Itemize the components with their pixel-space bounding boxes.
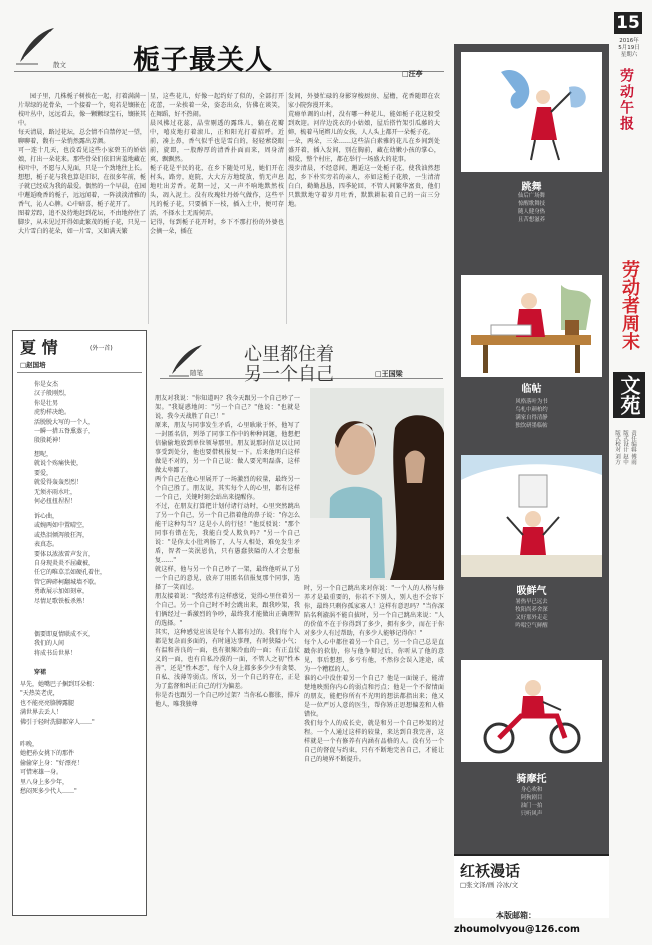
panel-title-motorcycle: 骑摩托 bbox=[516, 774, 547, 785]
article1-col3: 发间，外婆忙碌的身影穿梭厨房、屋檐，花香随即在农家小院弥漫开来。 荒瘠单调的山村，没有哪一种花儿，能如栀子花这般受到欢迎。河岸边洗衣的小姑娘，屋后搭竹架引瓜藤的大婶，梳着马尾辫儿的女孩，人人头上都开一朵栀子花。 一朵，两朵，三朵……这些洁白素雅的花儿在乡间到处盛开着，插入发间，别在胸前，藏在幼嫩小孩的掌心，相爱，整个村庄，都在举行一场盛大的花事。 漫步清晨，不经意间，邂逅这一处栀子花，使我油然想起，乡下朴实旁若的亲人，亦如这栀子花般，一生清清白白，勤勤恳恳，四季轮回，不管人间繁华富贵，他们只默默地守着岁月吐香，默默耕耘着自己的一亩三分地。 bbox=[288, 93, 440, 208]
article1-author: □汪亭 bbox=[402, 70, 423, 78]
article2-title-line1: 心里都住着 bbox=[244, 344, 334, 365]
email-label: 本版邮箱： bbox=[496, 911, 536, 920]
page-number: 15 bbox=[614, 12, 642, 34]
article2-col1: 朋友对我说："你知道吗？我今天跟另一个自己吵了一架。"我疑惑地问："另一个自己？"他说："也就是说，我今天战胜了自己！" 原来，朋友与同事发生矛盾，心里耿耿于怀，他写了一封匿名信，列举了同事工作中的种种问题，他想把信偷偷地放到单位领导那里。朋友说那封信足以让同事受到处分，他也要借机报复一下。后来他明白这样做是不对的，另一个自己说：做人要光明磊落，这样做太卑鄙了。 两个自己在他心里展开了一场激烈的较量，最终另一个自己胜了。朋友说，其实每个人的心里，都有这样一个自己，关键时刻会站出来提醒你。 不过，在朋友打算把计划付诸行动时，心里突然跳出了另一个自己，另一个自己指着他的鼻子说："你怎么能干这种勾当？这是小人的行径！"他反驳说："那个同事有错在先，我能白受人欺负吗？"另一个自己说："是你太小肚鸡肠了，人与人相处，难免发生矛盾，智者一笑泯恩仇，只有愚蠢狭隘的人才会想报复……" 就这样，他与另一个自己吵了一架，最终他听从了另一个自己的意见，放弃了用匿名信报复那个同事，选择了一笑而过。 朋友接着说："我经常有这样感觉，觉得心里住着另一个自己。另一个自己时不时会跳出来，跟我吵架，我们俩经过一番激烈的争吵，最终我才能做出正确理智的选择。" 其实，这种感觉应该是每个人都有过的。我们每个人都是复杂而多面的，有时通达事理，有时狭隘小气；有温和善良的一面，也有狠辣冷血的一面；有正直仗义的一面，也有自私冷漠的一面，不管人之初"性本善"，还是"性本恶"，每个人身上都多多少少有贪婪、自私、浅薄等弱点。所以，另一个自己的存在，正是为了监督和纠正自己的行为偏差。 你是否也跟另一个自己吵过架？当你私心膨胀，排斥他人，唯我独尊 bbox=[155, 395, 300, 708]
panel-poem-dance: 仙后广场舞 惊醒歌舞技 随人健身热 且苦想滋养 bbox=[518, 193, 545, 223]
panel-title-fresh-air: 吸鲜气 bbox=[516, 586, 547, 597]
article1-title: 栀子最关人 bbox=[133, 45, 273, 76]
article2-tag: 随笔 bbox=[190, 369, 203, 377]
editor-credits: 责任编辑 傅雨 版式设计 赵中 版式校对 刘方 bbox=[614, 430, 636, 465]
comic-series-credit: □张文泽/画 冷冰/文 bbox=[460, 881, 519, 889]
section-title: 劳动者周末 bbox=[619, 260, 640, 350]
poem-subheading: 穿裙 bbox=[34, 669, 47, 676]
section-subtitle: 文苑 bbox=[613, 372, 645, 418]
masthead-logo: 劳动午报 bbox=[618, 68, 634, 132]
poem-stanza-1: 你是女杰 汉子般刚烈， 你是壮男 虎豹样决绝。 活脱脱大写的一个人， 一瞬一措五脊熏蒸子， 殷殷耗神！ bbox=[34, 381, 95, 445]
comic-panel-motorcycle bbox=[461, 660, 602, 762]
panel-title-dance: 跳舞 bbox=[521, 182, 542, 193]
poem-author: □赵国培 bbox=[20, 361, 46, 369]
mirror-photo bbox=[310, 388, 444, 580]
comic-panel-calligraphy bbox=[461, 275, 602, 377]
comic-series-title: 红袄漫话 bbox=[460, 862, 521, 880]
article2-col2: 时，另一个自己跳出来对你说："一个人的人格与修养才是最重要的，你若不下别人，别人也不会容下你，最终只剩你孤家寡人！这样有意思吗？"当你深陷名利漩涡不能自拔时，另一个自己跳出来说："人的价值不在于你得到了多少，拥有多少，而在于你对多少人有过帮助，有多少人能够记得你！" 每个人心中都住着另一个自己，另一个自己总是直戳你的软肋，你与他争辩过后，你听从了他的意见，事后想想，多亏有他，不然你会误入迷途，成为一个糟糕的人。 谁的心中没住着另一个自己？他是一面镜子，能清楚地映照你内心的弱点和污点；他是一个不留情面的朋友，能把你所有不光明的想法都指出来；他又是一位严厉人意的医生，帮你矫正思想偏差和人格错位。 我们每个人的成长史，就是和另一个自己吵架的过程。一个人通过这样的较量，来达到自我完善，这样就是一个有修养有内涵有品格的人。没有另一个自己的督促与约束，只有不断地完善自己，才能让自己的境界不断提升。 bbox=[304, 585, 444, 763]
poem-title: 夏 情 bbox=[20, 338, 58, 357]
poem-subtitle: (外一首) bbox=[90, 345, 113, 352]
article1-tag: 散文 bbox=[53, 61, 66, 69]
poem-stanza-2: 想呢， 就说个殇痛快使， 要爱， 就爱得轰轰烈烈！ 无须亦雨水吐， 何必扭扭捏捏！ bbox=[34, 451, 83, 506]
article1-col2: 星，这些花儿，好像一起约好了似的，全部打开花蕾，一朵挨着一朵，姿态出众，仿佛在谈笑，在舞蹈，好不热闹。 晨风拂过花蕊，晶莹剔透的露珠儿，躺在花瓣中，嘻皮地打着滚儿，正和阳光打着招呼。近前，凑上鼻，香气似乎也是雪白的，轻轻萦绕眼前，旋即，一股醇厚的清香扑面而来，周身清爽，飘飘然。 栀子花是平民的花，在乡下随处可见，她们开在村头，路旁，庭院，大大方方地绽放，悄无声息地吐出芳香。花期一过，又一声不响地默然枝头，凋入泥土。没有玫瑰牡丹娇气做作，这些平凡的栀子花，只要插下一枝，插入土中，便可存活，不择水土无需伺弄。 记得，每到栀子花开时，乡下不那打扮的外婆也会摘一朵，插在 bbox=[150, 93, 284, 235]
poem-stanza-5: 早先，她嘴巴子捆到耳朵根： "天热笑老虎， 也不能亮亮胳膊露腿 满世界去丢人！ 佛引于轻时洗脚都穿人……" bbox=[20, 681, 99, 726]
poem-stanza-4: 偶要即夏情联成不灭， 我们的人间 将成书岳世界！ bbox=[34, 631, 95, 657]
article2-title-line2: 另一个自己 bbox=[244, 364, 334, 385]
poem-stanza-6: 昨晚， 她把孙女挑下的那件 偷偷穿上身："好漂亮！ 可惜寒雄一身。 里八身上多少年， 愁闷死多少代人……" bbox=[20, 741, 83, 796]
panel-poem-calligraphy: 风格落叶为书 鸟札中颜柏约 满家自得清静 独饮研墨临帖 bbox=[515, 399, 548, 429]
panel-title-calligraphy: 临帖 bbox=[521, 384, 542, 395]
email-address[interactable]: zhoumolvyou@126.com bbox=[454, 924, 580, 935]
article2-author: □王国梁 bbox=[375, 370, 403, 378]
poem-stanza-3: 诉心曲， 或婉两如中置晴空， 或热泪倾泻般狂泻， 表真态。 要体以浓浓雷声发言， 自身现炎炎不屈藏被， 任它的唯草羔如硬孔着住， 管它碑碎柯翻城墙不歇。 勇敢展示加如刻章， 尽情足歌铁板杀熟！ bbox=[34, 513, 107, 605]
article1-col1: 园子里，几株栀子树挨在一起，打着满满一片翠绿的花骨朵，一个接着一个，宛若是镶嵌在枝叶丛中，远远看去，像一颗颗绿宝石，镶嵌其中。 每天清晨，路过花坛，总会情不自禁停足一望，聊聊着，馥有一朵悄然露出芳颜。 可一连十几天，也没看见这些小家碧玉的娇姑娘，打出一朵花来。那些骨朵们依旧害羞地藏在枝叶中，不愿与人见面，只是一个劲地往上长。 想想，栀子花与我也算是旧识，在很多年前，栀子就已经成为我的最爱。偶然的一个早晨，在园中邂逅晚香的栀子，远远闻着，一阵淡淡清雅的香气，沁人心脾。心中暗喜，栀子花开了。 图着芳踪，追不及待地赶到花坛，不由地停住了脚步，从未见过开得如此繁茂的栀子花，只见一大片雪白的花朵，如一片雪，又如满天繁 bbox=[18, 93, 146, 235]
issue-date: 2016年 5月19日 星期六 bbox=[618, 38, 640, 58]
panel-poem-motorcycle: 身心欢和 阿狗剧目 油门一拍 只听风声 bbox=[520, 787, 543, 817]
comic-panel-fresh-air bbox=[461, 455, 602, 577]
comic-panel-dance bbox=[461, 52, 602, 172]
panel-poem-fresh-air: 暑热早已远去 牧阳尚养舍深 又好那外走走 吟唱空气鲜醒 bbox=[515, 599, 548, 629]
